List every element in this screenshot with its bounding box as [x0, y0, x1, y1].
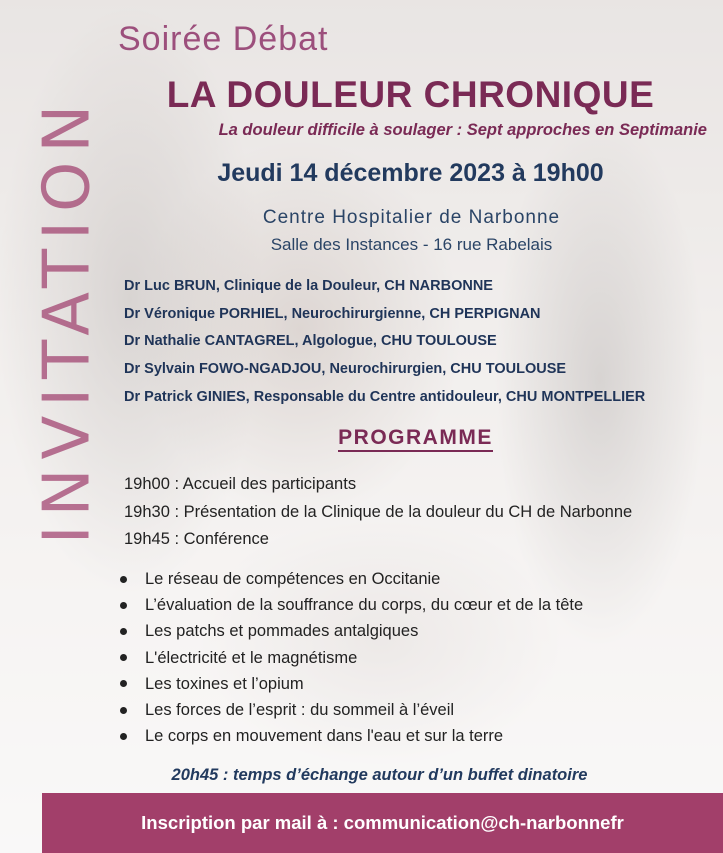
event-venue: Centre Hospitalier de Narbonne — [262, 207, 561, 228]
closing-note: 20h45 : temps d’échange autour d’un buffet dinatoire — [171, 766, 588, 784]
speaker-item: Dr Luc BRUN, Clinique de la Douleur, CH NARBONNE — [124, 278, 493, 294]
speaker-item: Dr Sylvain FOWO-NGADJOU, Neurochirurgien, CHU TOULOUSE — [124, 361, 567, 378]
speaker-list — [124, 276, 645, 414]
bullet-icon — [120, 602, 127, 609]
programme-title: PROGRAMME — [338, 426, 493, 452]
topic-item — [120, 723, 583, 749]
page-title: LA DOULEUR CHRONIQUE — [166, 74, 655, 115]
schedule-list — [124, 474, 632, 557]
bullet-icon — [120, 654, 127, 661]
topic-label: Le réseau de compétences en Occitanie — [145, 570, 441, 589]
invitation-vertical-text: INVITATION — [30, 95, 104, 545]
topic-label: L'électricité et le magnétisme — [145, 648, 358, 667]
topic-item — [120, 645, 583, 671]
topic-list — [120, 566, 583, 749]
page-subtitle: La douleur difficile à soulager : Sept approches en Septimanie — [218, 121, 707, 139]
topic-item — [120, 566, 583, 592]
topic-item — [120, 697, 583, 723]
schedule-item: 19h30 : Présentation de la Clinique de la douleur du CH de Narbonne — [124, 502, 633, 521]
schedule-item: 19h00 : Accueil des participants — [124, 475, 357, 493]
topic-label: Les patchs et pommades antalgiques — [145, 622, 419, 641]
event-type: Soirée Débat — [118, 20, 329, 58]
speaker-item: Dr Véronique PORHIEL, Neurochirurgienne, CH PERPIGNAN — [124, 305, 541, 322]
topic-item — [120, 671, 583, 697]
speaker-item: Dr Nathalie CANTAGREL, Algologue, CHU TOULOUSE — [124, 333, 497, 350]
event-address: Salle des Instances - 16 rue Rabelais — [270, 235, 553, 254]
registration-text[interactable]: Inscription par mail à : communication@ch-narbonnefr — [141, 812, 624, 833]
speaker-item: Dr Patrick GINIES, Responsable du Centre antidouleur, CHU MONTPELLIER — [124, 388, 646, 405]
programme-heading — [0, 426, 723, 450]
bullet-icon — [120, 628, 127, 635]
topic-item — [120, 592, 583, 618]
topic-label: Le corps en mouvement dans l'eau et sur la terre — [145, 727, 504, 746]
bullet-icon — [120, 733, 127, 740]
event-date: Jeudi 14 décembre 2023 à 19h00 — [217, 159, 604, 187]
schedule-item: 19h45 : Conférence — [124, 530, 269, 549]
bullet-icon — [120, 707, 127, 714]
bullet-icon — [120, 680, 127, 687]
bullet-icon — [120, 576, 127, 583]
topic-label: L’évaluation de la souffrance du corps, du cœur et de la tête — [145, 596, 584, 615]
topic-item — [120, 618, 583, 644]
registration-banner — [42, 793, 723, 853]
topic-label: Les toxines et l’opium — [145, 674, 304, 693]
topic-label: Les forces de l’esprit : du sommeil à l’éveil — [145, 701, 455, 720]
